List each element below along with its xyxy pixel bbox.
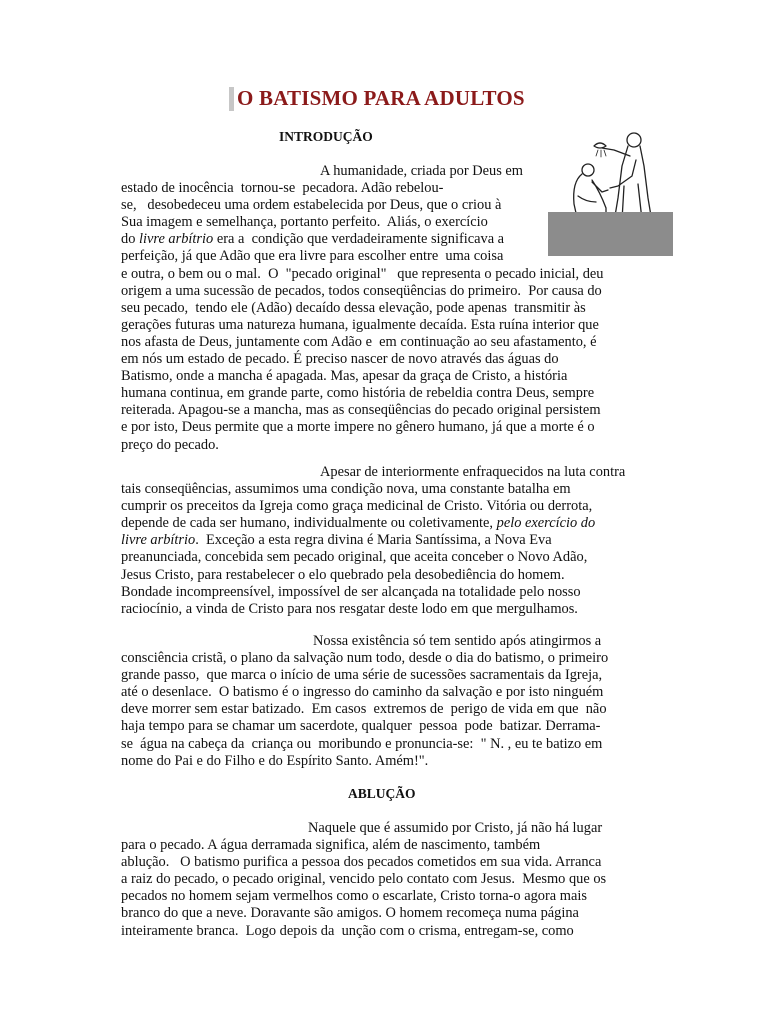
text-line: cumprir os preceitos da Igreja como graça medicinal de Cristo. Vitória ou derrota, — [121, 498, 593, 515]
text-line: Batismo, onde a mancha é apagada. Mas, apesar da graça de Cristo, a história — [121, 368, 568, 385]
text-line: até o desenlace. O batismo é o ingresso do caminho da salvação e por isto ninguém — [121, 684, 604, 701]
text-line: em nós um estado de pecado. É preciso nascer de novo através das águas do — [121, 351, 559, 368]
text-line: depende de cada ser humano, individualmente ou coletivamente, pelo exercício do — [121, 515, 596, 532]
text-line: grande passo, que marca o início de uma série de sucessões sacramentais da Igreja, — [121, 667, 603, 684]
text-line: inteiramente branca. Logo depois da unção com o crisma, entregam-se, como — [121, 922, 574, 939]
text-line: e outra, o bem ou o mal. O "pecado original" que representa o pecado inicial, deu — [121, 265, 604, 282]
page-title: O BATISMO PARA ADULTOS — [237, 86, 525, 110]
text-line: raciocínio, a vinda de Cristo para nos resgatar deste lodo em que mergulhamos. — [121, 600, 578, 617]
text-line: A humanidade, criada por Deus em — [320, 163, 524, 179]
text-line: Jesus Cristo, para restabelecer o elo quebrado pela desobediência do homem. — [121, 566, 565, 583]
text-line: perfeição, já que Adão que era livre para escolher entre uma coisa — [121, 248, 504, 265]
paragraph-3 — [121, 633, 608, 770]
text-cursor-bar — [229, 87, 234, 111]
text-line: nome do Pai e do Filho e do Espírito Santo. Amém!". — [121, 752, 429, 769]
text-line: Sua imagem e semelhança, portanto perfeito. Aliás, o exercício — [121, 214, 488, 231]
text-line: e por isto, Deus permite que a morte impere no gênero humano, já que a morte é o — [121, 419, 595, 436]
text-line: do livre arbítrio era a condição que verdadeiramente significava a — [121, 231, 505, 248]
text-line: se, desobedeceu uma ordem estabelecida por Deus, que o criou à — [121, 197, 502, 214]
text-line: para o pecado. A água derramada significa, além de nascimento, também — [121, 837, 541, 854]
text-line: preço do pecado. — [121, 436, 219, 453]
text-line: consciência cristã, o plano da salvação num todo, desde o dia do batismo, o primeiro — [121, 650, 609, 667]
text-line: Nossa existência só tem sentido após atingirmos a — [313, 633, 602, 649]
text-line: haja tempo para se chamar um sacerdote, qualquer pessoa pode batizar. Derrama- — [121, 718, 601, 735]
text-line: ablução. O batismo purifica a pessoa dos pecados cometidos em sua vida. Arranca — [121, 854, 602, 871]
text-line: se água na cabeça da criança ou moribundo e pronuncia-se: " N. , eu te batizo em — [121, 735, 603, 752]
paragraph-2 — [121, 464, 625, 618]
text-line: deve morrer sem estar batizado. Em casos extremos de perigo de vida em que não — [121, 701, 607, 718]
text-line: Bondade incompreensível, impossível de ser alcançada na totalidade pelo nosso — [121, 583, 581, 600]
text-line: reiterada. Apagou-se a mancha, mas as conseqüências do pecado original persistem — [121, 402, 601, 419]
text-line: livre arbítrio. Exceção a esta regra divina é Maria Santíssima, a Nova Eva — [121, 532, 552, 549]
text-line: Apesar de interiormente enfraquecidos na luta contra — [320, 464, 626, 480]
text-line: pecados no homem sejam vermelhos como o escarlate, Cristo torna-o agora mais — [121, 888, 587, 905]
text-line: branco do que a neve. Doravante são amigos. O homem recomeça numa página — [121, 905, 579, 922]
paragraph-1 — [121, 163, 603, 454]
heading-ablucao: ABLUÇÃO — [348, 786, 416, 801]
text-line: gerações futuras uma natureza humana, igualmente decaída. Esta ruína interior que — [121, 316, 599, 333]
text-line: nos afasta de Deus, juntamente com Adão e em continuação ao seu afastamento, é — [121, 333, 597, 350]
text-line: estado de inocência tornou-se pecadora. Adão rebelou- — [121, 180, 444, 197]
text-line: Naquele que é assumido por Cristo, já não há lugar — [308, 820, 603, 836]
text-line: preanunciada, concebida sem pecado original, que aceita conceber o Novo Adão, — [121, 549, 588, 566]
paragraph-4 — [121, 820, 606, 940]
text-line: humana continua, em grande parte, como história de rebeldia contra Deus, sempre — [121, 385, 595, 402]
text-line: seu pecado, tendo ele (Adão) decaído dessa elevação, pode apenas transmitir às — [121, 299, 586, 316]
text-line: tais conseqüências, assumimos uma condição nova, uma constante batalha em — [121, 481, 571, 498]
heading-introducao: INTRODUÇÃO — [279, 129, 373, 144]
title-block — [229, 86, 525, 111]
text-line: origem a uma sucessão de pecados, todos conseqüências do primeiro. Por causa do — [121, 282, 602, 299]
text-line: a raiz do pecado, o pecado original, vencido pelo contato com Jesus. Mesmo que os — [121, 871, 607, 888]
